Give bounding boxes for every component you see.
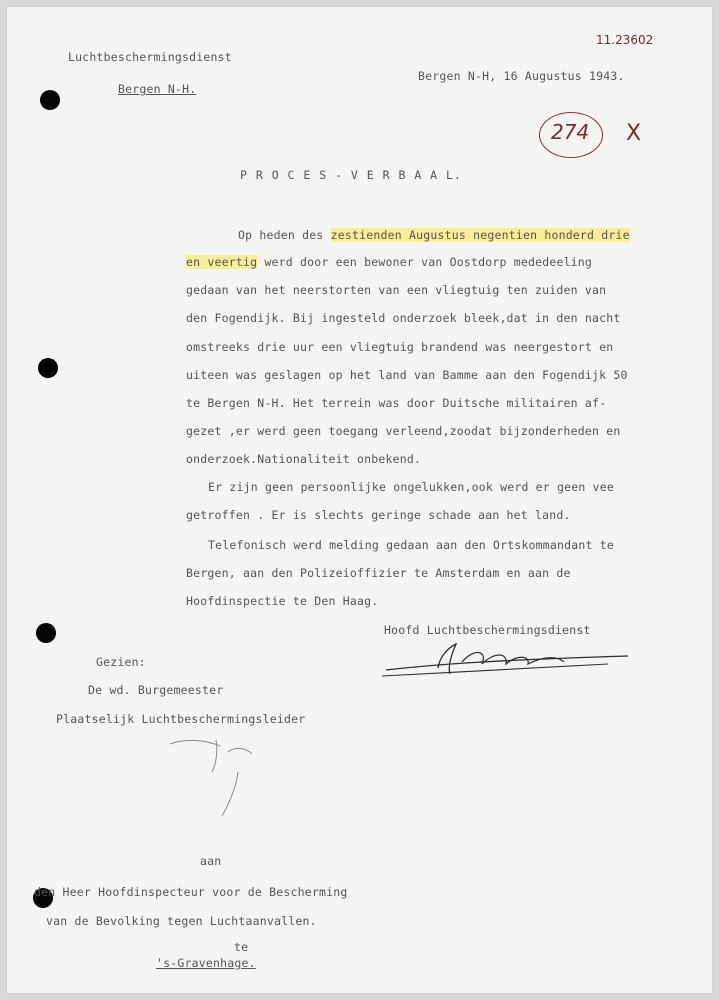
pencil-signature	[166, 732, 276, 832]
punch-hole	[36, 623, 56, 643]
body-line: gezet ,er werd geen toegang verleend,zoodat bijzonderheden en	[186, 424, 621, 438]
address-line2: van de Bevolking tegen Luchtaanvallen.	[46, 914, 317, 928]
stamp-number: 274	[551, 120, 590, 144]
seen-line1: De wd. Burgemeester	[88, 683, 224, 697]
body-line: Er zijn geen persoonlijke ongelukken,ook werd er geen vee	[208, 480, 615, 494]
body-line: omstreeks drie uur een vliegtuig brandend was neergestort en	[186, 340, 614, 354]
body-line: te Bergen N-H. Het terrein was door Duitsche militairen af-	[186, 396, 607, 410]
document-title: P R O C E S - V E R B A A L.	[240, 168, 462, 182]
address-line1: den Heer Hoofdinspecteur voor de Bescherming	[34, 885, 348, 899]
sender-line2: Bergen N-H.	[118, 82, 197, 96]
address-te: te	[234, 940, 249, 954]
body-line: Op heden des zestienden Augustus negentien honderd drie	[238, 228, 630, 242]
place-date: Bergen N-H, 16 Augustus 1943.	[418, 69, 625, 83]
body-line: den Fogendijk. Bij ingesteld onderzoek bleek,dat in den nacht	[186, 311, 621, 325]
sender-line1: Luchtbeschermingsdienst	[68, 50, 232, 64]
body-line: gedaan van het neerstorten van een vliegtuig ten zuiden van	[186, 283, 607, 297]
body-line: getroffen . Er is slechts geringe schade aan het land.	[186, 508, 571, 522]
archive-number: 11.23602	[596, 33, 654, 47]
address-city: 's-Gravenhage.	[156, 956, 256, 970]
body-line: uiteen was geslagen op het land van Bamme aan den Fogendijk 50	[186, 368, 628, 382]
signatory-title: Hoofd Luchtbeschermingsdienst	[384, 623, 591, 637]
punch-hole	[40, 90, 60, 110]
seen-line2: Plaatselijk Luchtbeschermingsleider	[56, 712, 306, 726]
signature	[378, 634, 638, 684]
address-aan: aan	[200, 854, 222, 868]
body-line: Telefonisch werd melding gedaan aan den Ortskommandant te	[208, 538, 615, 552]
punch-hole	[38, 358, 58, 378]
body-line: Bergen, aan den Polizeioffizier te Amsterdam en aan de	[186, 566, 571, 580]
margin-mark: X	[626, 121, 642, 146]
body-line: Hoofdinspectie te Den Haag.	[186, 594, 379, 608]
body-line: onderzoek.Nationaliteit onbekend.	[186, 452, 422, 466]
body-line: en veertig werd door een bewoner van Oostdorp mededeeling	[186, 255, 593, 269]
document-page	[6, 6, 713, 994]
seen-label: Gezien:	[96, 655, 146, 669]
